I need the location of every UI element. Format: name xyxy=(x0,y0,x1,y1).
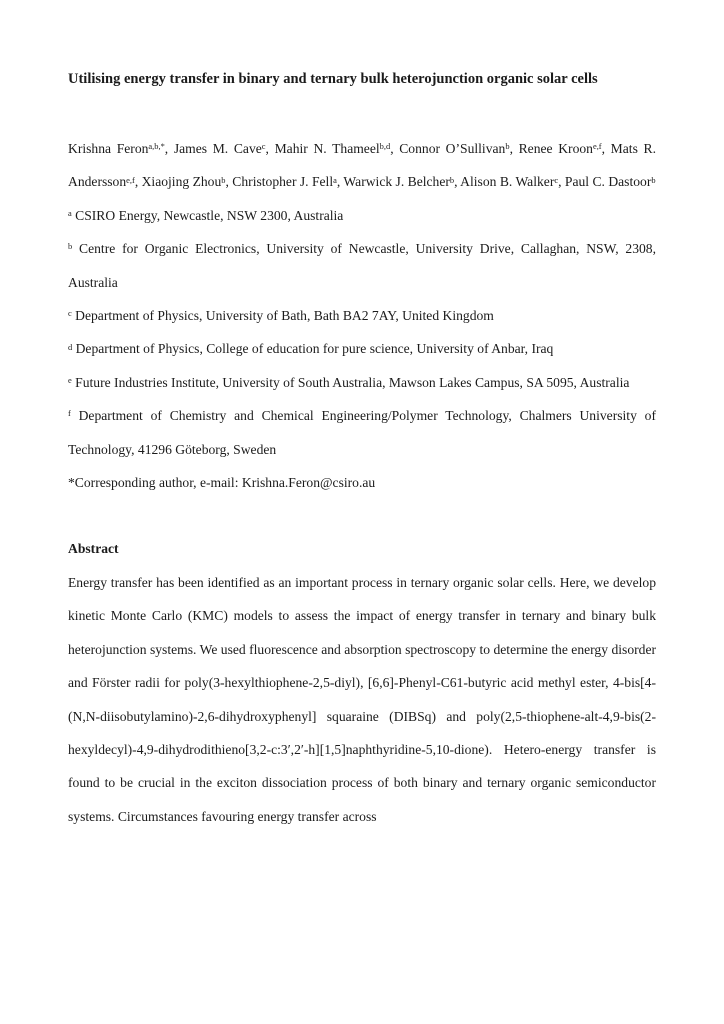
corresponding-author-line: *Corresponding author, e-mail: Krishna.Feron@csiro.au xyxy=(68,475,376,491)
affiliation-a: $^a$ CSIRO Energy, Newcastle, NSW 2300, Australia xyxy=(68,207,344,223)
author-list: Krishna Feron$^{a,b,*}$, James M. Cave$^c$, Mahir N. Thameel$^{b,d}$, Connor O’Sullivan$^b$, Renee Kroon$^{e,f}$, Mats R. Andersson$^{e,f}$, Xiaojing Zhou$^b$, Christopher J. Fell$^a$, Warwick J. Belcher$^b$, Alison B. Walker$^c$, Paul C. Dastoor$^b$ xyxy=(68,141,656,190)
abstract-text: Energy transfer has been identified as an important process in ternary organic solar cells. Here, we develop kinetic Monte Carlo (KMC) models to assess the impact of energy transfer in ternary and binary bulk heterojunction systems. We used fluorescence and absorption spectroscopy to determine the energy disorder and Förster radii for poly(3-hexylthiophene-2,5-diyl), [6,6]-Phenyl-C61-butyric acid methyl ester, 4-bis[4-(N,N-diisobutylamino)-2,6-dihydroxyphenyl] squaraine (DIBSq) and poly(2,5-thiophene-alt-4,9-bis(2-hexyldecyl)-4,9-dihydrodithieno[3,2-c:3′,2′-h][1,5]naphthyridine-5,10-dione). Hetero-energy transfer is found to be crucial in the exciton dissociation process of both binary and ternary organic semiconductor systems. Circumstances favouring energy transfer across xyxy=(68,574,656,824)
affiliation-b: $^b$ Centre for Organic Electronics, University of Newcastle, University Drive, Callaghan, NSW, 2308, Australia xyxy=(68,241,656,290)
paper-title: Utilising energy transfer in binary and ternary bulk heterojunction organic solar cells xyxy=(68,71,598,87)
affiliation-e: $^e$ Future Industries Institute, University of South Australia, Mawson Lakes Campus, SA 5095, Australia xyxy=(68,374,630,390)
affiliation-f: $^f$ Department of Chemistry and Chemical Engineering/Polymer Technology, Chalmers University of Technology, 41296 Göteborg, Sweden xyxy=(68,408,656,457)
abstract-heading: Abstract xyxy=(68,541,119,557)
affiliation-c: $^c$ Department of Physics, University of Bath, Bath BA2 7AY, United Kingdom xyxy=(68,308,494,324)
affiliation-d: $^d$ Department of Physics, College of education for pure science, University of Anbar, Iraq xyxy=(68,341,554,357)
